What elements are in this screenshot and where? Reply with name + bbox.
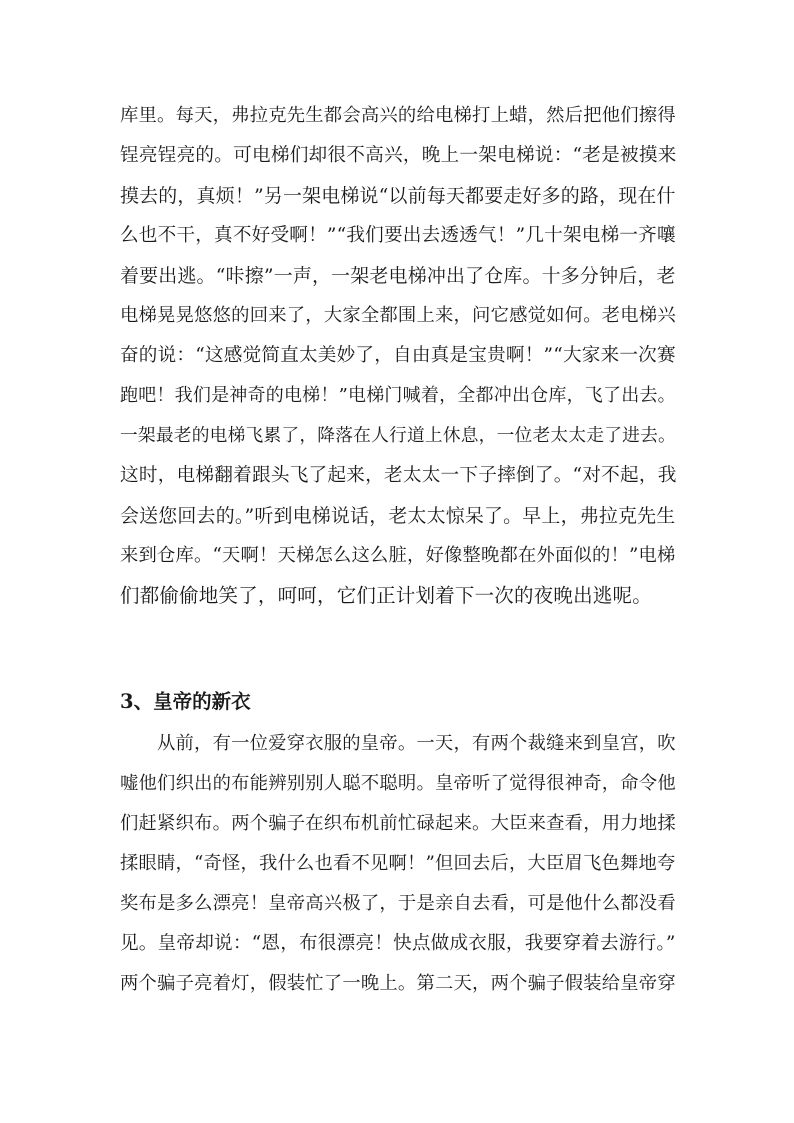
paragraph-line: 两个骗子亮着灯，假装忙了一晚上。第二天，两个骗子假装给皇帝穿 <box>120 973 676 994</box>
paragraph-line: 嘘他们织出的布能辨别别人聪不聪明。皇帝听了觉得很神奇，命令他 <box>120 773 676 794</box>
paragraph-line: 奖布是多么漂亮！皇帝高兴极了，于是亲自去看，可是他什么都没看 <box>120 893 676 914</box>
paragraph-line: 奋的说：“这感觉简直太美妙了，自由真是宝贵啊！”“大家来一次赛 <box>120 345 676 366</box>
paragraph-line: 跑吧！我们是神奇的电梯！”电梯门喊着，全都冲出仓库，飞了出去。 <box>120 385 676 406</box>
paragraph-line: 揉眼睛，“奇怪，我什么也看不见啊！”但回去后，大臣眉飞色舞地夸 <box>120 853 676 874</box>
paragraph-line: 一架最老的电梯飞累了，降落在人行道上休息，一位老太太走了进去。 <box>120 426 676 446</box>
paragraph-line: 来到仓库。“天啊！天梯怎么这么脏，好像整晚都在外面似的！”电梯 <box>120 545 676 566</box>
paragraph-line: 从前，有一位爱穿衣服的皇帝。一天，有两个裁缝来到皇宫，吹 <box>157 733 676 754</box>
paragraph-line: 着要出逃。“咔擦”一声，一架老电梯冲出了仓库。十多分钟后，老 <box>120 265 676 287</box>
paragraph-line: 会送您回去的。”听到电梯说话，老太太惊呆了。早上，弗拉克先生 <box>120 505 676 527</box>
paragraph-line: 库里。每天，弗拉克先生都会高兴的给电梯打上蜡，然后把他们擦得 <box>120 105 676 126</box>
paragraph-line: 锃亮锃亮的。可电梯们却很不高兴，晚上一架电梯说：“老是被摸来 <box>120 145 677 166</box>
paragraph-line: 这时，电梯翻着跟头飞了起来，老太太一下子摔倒了。“对不起，我 <box>120 465 677 486</box>
paragraph-line: 见。皇帝却说：“恩，布很漂亮！快点做成衣服，我要穿着去游行。” <box>120 933 676 954</box>
paragraph-line: 么也不干，真不好受啊！”“我们要出去透透气！”几十架电梯一齐嚷 <box>120 225 676 246</box>
paragraph-line: 摸去的，真烦！”另一架电梯说“以前每天都要走好多的路，现在什 <box>120 185 676 207</box>
paragraph-line: 们都偷偷地笑了，呵呵，它们正计划着下一次的夜晚出逃呢。 <box>120 584 652 607</box>
paragraph-line: 电梯晃晃悠悠的回来了，大家全都围上来，问它感觉如何。老电梯兴 <box>120 305 676 326</box>
section-heading: 3、皇帝的新衣 <box>120 690 251 713</box>
paragraph-line: 们赶紧织布。两个骗子在织布机前忙碌起来。大臣来查看，用力地揉 <box>120 813 676 834</box>
